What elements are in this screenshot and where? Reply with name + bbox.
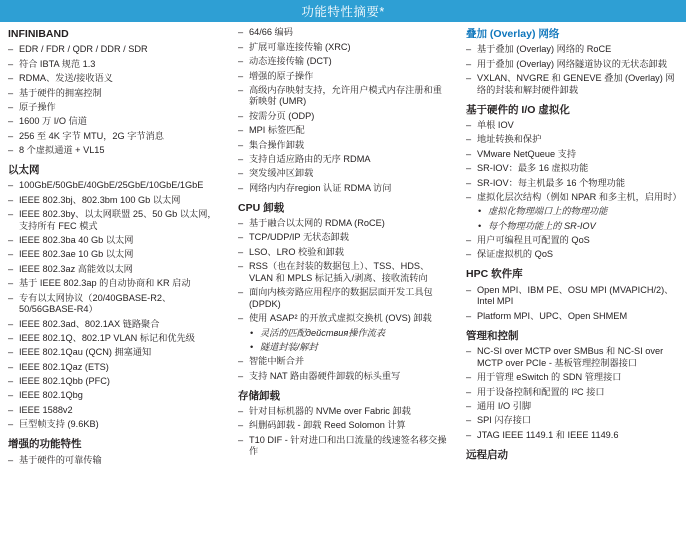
feature-item: – IEEE 802.3by、以太网联盟 25、50 Gb 以太网，支持所有 FEC 模式 xyxy=(6,208,224,234)
feature-list xyxy=(236,217,452,384)
feature-item: – IEEE 802.3ae 10 Gb 以太网 xyxy=(6,248,224,262)
feature-item: – T10 DIF - 针对进口和出口流量的线速签名移交操作 xyxy=(236,433,452,459)
feature-item: – TCP/UDP/IP 无状态卸载 xyxy=(236,231,452,245)
section-spacer xyxy=(6,158,224,162)
feature-item: – 符合 IBTA 规范 1.3 xyxy=(6,57,224,71)
feature-item: • 每个物理功能上的 SR-IOV xyxy=(464,219,680,233)
section-heading: INFINIBAND xyxy=(8,28,69,40)
section-heading: 叠加 (Overlay) 网络 xyxy=(466,28,560,40)
feature-item: – 动态连接传输 (DCT) xyxy=(236,55,452,69)
feature-item: – Open MPI、IBM PE、OSU MPI (MVAPICH/2)、Intel MPI xyxy=(464,283,680,309)
feature-item: – 保证虚拟机的 QoS xyxy=(464,248,680,262)
feature-columns xyxy=(0,22,686,549)
feature-list xyxy=(464,119,680,263)
section-spacer xyxy=(6,432,224,436)
feature-item: – 专有以太网协议（20/40GBASE-R2、50/56GBASE-R4） xyxy=(6,291,224,317)
feature-item: – IEEE 802.1Qau (QCN) 拥塞通知 xyxy=(6,346,224,360)
feature-item: – 突发缓冲区卸载 xyxy=(236,167,452,181)
feature-item: – SR-IOV：每主机最多 16 个物理功能 xyxy=(464,176,680,190)
feature-item: – JTAG IEEE 1149.1 和 IEEE 1149.6 xyxy=(464,428,680,442)
feature-item: – 智能中断合并 xyxy=(236,355,452,369)
feature-item: – 100GbE/50GbE/40GbE/25GbE/10GbE/1GbE xyxy=(6,179,224,193)
feature-item: – IEEE 802.3az 高能效以太网 xyxy=(6,262,224,276)
feature-item: – 支持 NAT 路由器硬件卸载的标头重写 xyxy=(236,369,452,383)
feature-item: – 针对目标机器的 NVMe over Fabric 卸载 xyxy=(236,405,452,419)
feature-list xyxy=(6,179,224,432)
section-spacer xyxy=(464,443,680,447)
feature-item: – LSO、LRO 校验和卸载 xyxy=(236,245,452,259)
feature-item: – 256 至 4K 字节 MTU，2G 字节消息 xyxy=(6,129,224,143)
feature-item: – 使用 ASAP² 的开放式虚拟交换机 (OVS) 卸载 xyxy=(236,312,452,326)
page-title-bar xyxy=(0,0,686,22)
feature-item: – 高级内存映射支持，允许用户模式内存注册和重新映射 (UMR) xyxy=(236,84,452,110)
feature-list xyxy=(464,43,680,98)
column-1 xyxy=(0,26,230,549)
section-spacer xyxy=(236,196,452,200)
section-heading: CPU 卸载 xyxy=(238,201,285,214)
feature-item: – RDMA、发送/接收语义 xyxy=(6,72,224,86)
feature-item: – 1600 万 I/O 信道 xyxy=(6,115,224,129)
feature-item: – MPI 标签匹配 xyxy=(236,124,452,138)
feature-item: – 按需分页 (ODP) xyxy=(236,109,452,123)
feature-item: – 基于硬件的拥塞控制 xyxy=(6,86,224,100)
feature-item: – 网络内内存region 认证 RDMA 访问 xyxy=(236,181,452,195)
section-spacer xyxy=(464,324,680,328)
feature-item: – 扩展可靠连接传输 (XRC) xyxy=(236,40,452,54)
feature-item: – 64/66 编码 xyxy=(236,26,452,40)
feature-item: – 用于设备控制和配置的 I²C 接口 xyxy=(464,385,680,399)
feature-item: – 虚拟化层次结构（例如 NPAR 和多主机，启用时） xyxy=(464,191,680,205)
section-heading: 以太网 xyxy=(8,164,40,176)
feature-item: – 支持自适应路由的无序 RDMA xyxy=(236,153,452,167)
feature-list xyxy=(464,283,680,323)
feature-list xyxy=(236,405,452,460)
feature-item: – 地址转换和保护 xyxy=(464,133,680,147)
feature-item: – Platform MPI、UPC、Open SHMEM xyxy=(464,309,680,323)
section-spacer xyxy=(236,384,452,388)
feature-item: – 单根 IOV xyxy=(464,119,680,133)
feature-list xyxy=(236,26,452,196)
feature-item: – IEEE 802.1Qaz (ETS) xyxy=(6,360,224,374)
feature-item: – SPI 闪存接口 xyxy=(464,414,680,428)
feature-item: – 用户可编程且可配置的 QoS xyxy=(464,234,680,248)
feature-item: • 灵活的匹配действия操作流表 xyxy=(236,326,452,340)
feature-item: – 原子操作 xyxy=(6,101,224,115)
feature-list xyxy=(464,345,680,443)
feature-item: – RSS（也在封装的数据包上）、TSS、HDS、VLAN 和 MPLS 标记插入/剥离、接收流转向 xyxy=(236,260,452,286)
feature-item: – IEEE 1588v2 xyxy=(6,403,224,417)
feature-item: – 用于叠加 (Overlay) 网络隧道协议的无状态卸载 xyxy=(464,57,680,71)
section-spacer xyxy=(464,464,680,468)
feature-list xyxy=(6,453,224,467)
feature-item: – 集合操作卸载 xyxy=(236,138,452,152)
feature-item: – VXLAN、NVGRE 和 GENEVE 叠加 (Overlay) 网络的封装和解封硬件卸载 xyxy=(464,72,680,98)
feature-item: – IEEE 802.3bj、802.3bm 100 Gb 以太网 xyxy=(6,193,224,207)
feature-item: – 通用 I/O 引脚 xyxy=(464,400,680,414)
feature-item: – NC-SI over MCTP over SMBus 和 NC-SI over MCTP over PCIe - 基板管理控制器接口 xyxy=(464,345,680,371)
section-heading: 管理和控制 xyxy=(466,329,519,342)
feature-item: – 基于叠加 (Overlay) 网络的 RoCE xyxy=(464,43,680,57)
section-spacer xyxy=(464,262,680,266)
column-3 xyxy=(458,26,686,549)
feature-item: – IEEE 802.3ad、802.1AX 链路聚合 xyxy=(6,317,224,331)
section-heading: 增强的功能特性 xyxy=(8,438,82,451)
feature-item: – VMware NetQueue 支持 xyxy=(464,147,680,161)
section-spacer xyxy=(6,468,224,472)
feature-item: – 基于硬件的可靠传输 xyxy=(6,453,224,467)
feature-item: – 基于 IEEE 802.3ap 的自动协商和 KR 启动 xyxy=(6,277,224,291)
feature-item: – 纠删码卸载 - 卸载 Reed Solomon 计算 xyxy=(236,419,452,433)
feature-item: – 面向内核旁路应用程序的数据层面开发工具包 (DPDK) xyxy=(236,286,452,312)
feature-item: – IEEE 802.1Qbg xyxy=(6,389,224,403)
section-heading: HPC 软件库 xyxy=(466,268,523,281)
section-spacer xyxy=(464,98,680,102)
section-heading: 基于硬件的 I/O 虚拟化 xyxy=(466,103,570,116)
feature-item: • 虚拟化物理端口上的物理功能 xyxy=(464,205,680,219)
feature-list xyxy=(6,43,224,158)
feature-item: – IEEE 802.1Q、802.1P VLAN 标记和优先级 xyxy=(6,332,224,346)
section-heading: 存储卸载 xyxy=(238,389,280,402)
feature-item: – 巨型帧支持 (9.6KB) xyxy=(6,418,224,432)
feature-item: – SR-IOV：最多 16 虚拟功能 xyxy=(464,162,680,176)
column-2 xyxy=(230,26,458,549)
feature-item: • 隧道封装/解封 xyxy=(236,341,452,355)
feature-item: – EDR / FDR / QDR / DDR / SDR xyxy=(6,43,224,57)
page-title: 功能特性摘要* xyxy=(301,5,385,19)
section-spacer xyxy=(236,459,452,463)
section-heading: 远程启动 xyxy=(466,448,508,461)
feature-item: – IEEE 802.3ba 40 Gb 以太网 xyxy=(6,234,224,248)
feature-item: – 8 个虚拟通道 + VL15 xyxy=(6,144,224,158)
feature-item: – 基于融合以太网的 RDMA (RoCE) xyxy=(236,217,452,231)
feature-item: – 用于管理 eSwitch 的 SDN 管理接口 xyxy=(464,371,680,385)
feature-item: – IEEE 802.1Qbb (PFC) xyxy=(6,375,224,389)
feature-item: – 增强的原子操作 xyxy=(236,69,452,83)
